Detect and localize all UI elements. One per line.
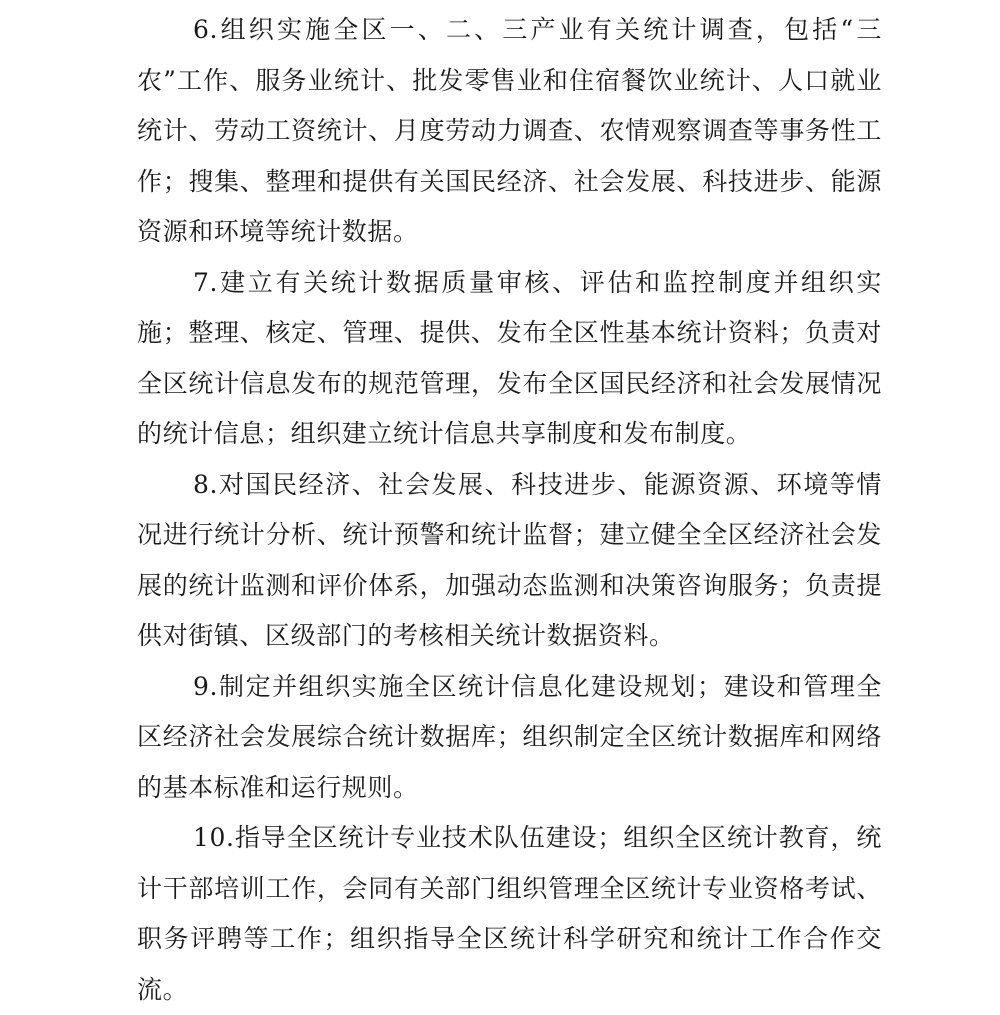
paragraph-item-7: 7.建立有关统计数据质量审核、评估和监控制度并组织实施；整理、核定、管理、提供、发布全区性基本统计资料；负责对全区统计信息发布的规范管理，发布全区国民经济和社会发展情况的统计信息；组织建立统计信息共享制度和发布制度。 — [137, 267, 882, 448]
paragraph-item-6: 6.组织实施全区一、二、三产业有关统计调查，包括“三农”工作、服务业统计、批发零售业和住宿餐饮业统计、人口就业统计、劳动工资统计、月度劳动力调查、农情观察调查等事务性工作；搜集、整理和提供有关国民经济、社会发展、科技进步、能源资源和环境等统计数据。 — [137, 15, 882, 246]
paragraph-item-10: 10.指导全区统计专业技术队伍建设；组织全区统计教育，统计干部培训工作，会同有关部门组织管理全区统计专业资格考试、职务评聘等工作；组织指导全区统计科学研究和统计工作合作交流。 — [137, 823, 882, 1004]
paragraph-item-8: 8.对国民经济、社会发展、科技进步、能源资源、环境等情况进行统计分析、统计预警和统计监督；建立健全全区经济社会发展的统计监测和评价体系，加强动态监测和决策咨询服务；负责提供对街镇、区级部门的考核相关统计数据资料。 — [137, 469, 882, 650]
paragraph-item-9: 9.制定并组织实施全区统计信息化建设规划；建设和管理全区经济社会发展综合统计数据库；组织制定全区统计数据库和网络的基本标准和运行规则。 — [137, 671, 882, 802]
document-body — [137, 5, 882, 1015]
